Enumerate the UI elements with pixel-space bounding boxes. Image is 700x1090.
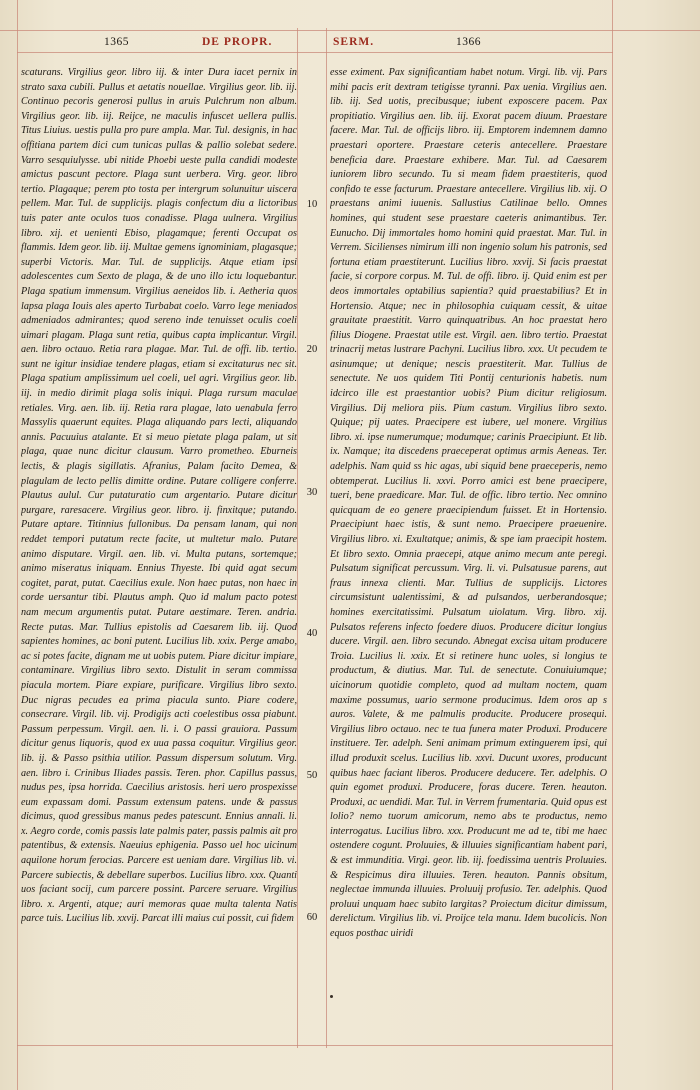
column-text-right: esse eximent. Pax significantiam habet notum. Virgi. lib. vij. Pars mihi pacis erit dextram tetigisse tyranni. Pax uenia. Virgilius aen. lib. iij. Sed uotis, precibusque; iubent exposcere pacem. Pax propitiatio. Virgilius aen. lib. iij. Exorat pacem diuum. Praestare facere. Mar. Tul. de officijs libro. iij. Emptorem indemnem damno praestari oportere. Praestare ceteris antecellere. Praestare beneficia dare. Praestare exhibere. Mar. Tul. ad Caesarem iuniorem libro secundo. Tu si meam fidem praestiteris, quod confido te esse facturum. Praestare antecellere. Virgilius lib. xij. O praestans animi iuuenis. Sallustius Catilinae bello. Omnes homines, qui student sese praestare caeteris animantibus. Ter. Eunucho. Dij immortales homo homini quid praestat. Mar. Tul. in Verrem. Sicilienses nimirum illi non ingenio solum his patronis, sed fortuna etiam praestiterunt. Lucilius libro. xxvij. Si facis praestat facie, si corpore corpus. M. Tul. de offi. libro. ij. Quid enim est per deos immortales optabilius sapientia? quid praestabilius? Et in Hortensio. Atque; nec in philosophia cuiquam cessit, & uitae grauitate praestitit. Varro quinquatribus. An hoc praestat hero filius Diogene. Praestat utile est. Virgil. aen. libro tertio. Praestat trinacrij metas lustrare Pachyni. Lucilius libro. xxx. Ut pecudem te asinumque; ut denique; nescis praestiterit. Mar. Tullius de senectute. Ne uos quidem Titi Pontij centurionis habetis. num idcirco ille est praestantior uobis? Pium dicitur religiosum. Virgilius. Dij meliora piis. Pium castum. Virgilius libro sexto. Quique; pij uates. Praecipere est iubere, uel monere. Virgilius libro. xi. ipse numerumque; modumque; carinis Praecipiunt. Et lib. ix. Namque; ita discedens praeceperat optimus armis Aeneas. Ter. adelphis. Nam quid ss hic agas, ubi siquid bene praeceperis, nemo obtemperat. Lucilius li. xxvi. Porro amici est bene praecipere, tueri, bene praedicare. Mar. Tul. de offic. libro tertio. Nec omnino quicquam de eo genere praecipiendum fuisset. Et in Hortensio. Praecipiunt haec istis, & sunt nemo. Praecipere praeuenire. Virgilius libro. xi. Exultatque; animis, & spe iam praecipit hostem. Et libro sexto. Omnia praecepi, atque animo mecum ante peregi. Pulsatum significat percussum. Virg. li. vi. Pulsatusue parens, aut fraus innexa clienti. Mar. Tullius de supplicijs. Lictores circumsistunt ualentissimi, & ad pulsandos, uerberandosque; homines exercitatissimi. Pulsatum uiolatum. Virg. libro. xij. Pulsatos referens infecto foedere diuos. Producere dicitur longius ducere. Virgil. aen. libro secundo. Abnegat excisa uitam producere Troia. Lucilius li. xxix. Et si retinere hunc uoles, si longius te productum, & diutius. Mar. Tul. de senectute. Conuiuiumque; uicinorum quotidie completo, quod ad multam noctem, quam maxime possumus, uario sermone producimus. Idem oros ap s auros. Valete, & me palmulis producite. Producere prosequi. Virgilius libro octauo. nec te tua funera mater Produxi. Producere instituere. Ter. adelph. Seni animam primum extinguerem ipsi, qui illud produxit scelus. Lucilius lib. xxvi. Ducunt uxores, producunt quibus haec faciant liberos. Producere deducere. Ter. adelphis. O quin egomet produxi. Producere, foras ducere. Teren. heauton. Produxi, ac uendidi. Mar. Tul. in Verrem frumentaria. Quid opus est lolio? nemo tuorum amicorum, nemo abs te productus, nemo interrogatus. Lucilius libro. xxx. Producunt me ad te, tibi me haec ostendere cogunt. Proluuies, & illuuies significantiam habent pari, & est immunditia. Virgi. geor. lib. iij. foedissima uentris Proluuies. & Respicimus dira illuuies. Teren. heauton. Pannis obsitum, neglectae immunda illuuies. Proluuij profusio. Ter. adelphis. Quod proluui unquam haec subito largitas? Proiectum dicitur dimissum, derelictum. Virgilius lib. vi. Proijce tela manu. Idem bucolicis. Non equos posthac uiridi (330, 67, 607, 940)
margin-rule-right (612, 0, 613, 1090)
page-number-right: 1366 (456, 36, 481, 48)
line-number-gutter (300, 66, 324, 1042)
ink-speck (330, 995, 333, 998)
column-text-left: scaturans. Virgilius geor. libro iij. & inter Dura iacet pernix in strato saxa cubili. Pullus et aetatis nouellae. Virgilius geor. lib. iij. Continuo pecoris generosi pullus in aruis Pulchrum non album. Virgilius geor. lib. iij. Reijce, ne maculis infuscet uellera pullis. Titus Liuius. uestis pulla pro pure ampla. Mar. Tul. designis, in hac offitiana partem dici cum tunicas pullas & pallio solebat sedere. Varro sesquiulysse. ubi nitide Phoebi ueste pulla candidi modeste amictus pascunt pectore. Plaga sunt uerbera. Virg. geor. libro tertio. Plagaque; perem pto tosta per intergrum solunuitur uiscera pellem. Mar. Tul. de supplicijs. plagis confectum diu a lictoribus tuis pater ante oculos tuos conadisse. Plaga uulnera. Virgilius libro. xij. et uenienti Ebiso, plagamque; ferenti Occupat os flammis. Idem geor. lib. iij. Multae gemens ignominiam, plagasque; superbi Victoris. Mar. Tul. de supplicijs. Atque etiam ipsi adolescentes cum Sexto de plaga, & de uno illo ictu loquebantur. Plaga spatium immensum. Virgilius aeneidos lib. i. Aetheria quos lapsa plaga Iouis ales aperto Turbabat coelo. Varro lege meniados admeniados admirantes; quod sereno inde tenuisset oculis coeli uimari plagam. Plaga sunt retia, quibus capta implicantur. Virgil. aen. libro octauo. Retia rara plagae. Mar. Tul. de offi. lib. tertio. sunt ne igitur insidiae tendere plagas, etiam si excitaturus nec sit. Plaga spatium amplissimum uel coeli, uel agri. Virgilius geor. lib. iij. in medio dirimit plaga solis iniqui. Plaga rursum maculae retiales. Virg. aen. lib. iij. Retia rara plagae, lato uenabula ferro Massylis quaerunt equites. Plaga aliquando pars lecti, aliquando annis. Pacuuius atalante. Et si meuo pietate plaga palam, ut sit plaga, quae nunc dicitur clausum. Varro prometheo. Eburneis lectis, & plagis sigillatis. Afranius, Palam facito Demea, & plagulam de lecto pellis dimitte ordine. Putare colligere conferre. Plautus aulul. Cur putaturatio cum argentario. Putare dicitur purgare, raresacere. Virgilius geor. libro. ij. finxitque; putando. Putare aptare. Titinnius fullonibus. Da pensam lanam, qui non reddet tempori putatum recte facite, ut multetur malo. Putare animo disputare. Virgil. aen. lib. vi. Multa putans, sortemque; animo miseratus iniquam. Ennius Thyeste. Ibi quid agat secum cogitet, parat, putat. Caecilius exule. Non haec putas, non haec in corde uersantur tibi. Plautus amph. Quo id malum pacto potest nam mecum argumentis putat. Putare aestimare. Teren. andria. Recte putas. Mar. Tullius epistolis ad Caesarem lib. iij. Quod sapientes homines, ac boni putent. Lucilius lib. xxix. Perge amabo, ac si potes facite, dignam me ut uobis putem. Piare dicitur impiare, contaminare. Virgilius libro sexto. Distulit in seram commissa piacula mortem. Piare expiare, purificare. Virgilius libro sexto. Duc nigras pecudes ea prima piacula sunto. Piare codere, consecrare. Virgil. lib. vij. Prodigijs acti coelestibus ossa piabunt. Passum perpessum. Virgil. aen. li. i. O passi grauiora. Passum dicitur genus liquoris, quod ex uua passa coquitur. Virgilius geor. lib. ij. & Passo psithia utilior. Passum dispersum solutum. Virg. aen. libro i. Crinibus Iliades passis. Teren. phor. Capillus passus, nudus pes, ipsa horrida. Caecilius aristosis. heri uero prospexisse eum expassam domi. Passum extensum patens. unde & passus dicimus, quod gressibus manus pedes patescunt. Ennius annali. li. x. Aegro corde, comis passis late palmis pater, passis palmis ait pro patentibus, & extensis. Naeuius ephigenia. Passo uel hoc uicinum aquilone horum ferocias. Parcere est ueniam dare. Virgilius lib. vi. Parcere subiectis, & debellare superbos. Lucilius libro. xxx. Quanti uos faciant socij, cum parcere possint. Parcere seruare. Virgilius libro. x. Argenti, atque; auri memoras quae multa talenta Natis parce tuis. Lucilius lib. xxvij. Parcat illi maius cui possit, cui fidem (21, 67, 297, 925)
running-title-left: DE PROPR. (202, 36, 273, 48)
header-rule-top (0, 30, 700, 31)
line-number: 60 (306, 912, 318, 923)
text-column-left (21, 66, 297, 1042)
header-rule-bottom (17, 52, 613, 53)
column-rule-right (326, 28, 327, 1048)
line-number: 30 (306, 487, 318, 498)
line-number: 40 (306, 628, 318, 639)
running-title-right: SERM. (333, 36, 375, 48)
margin-rule-left (17, 0, 18, 1090)
footer-rule (17, 1045, 613, 1046)
text-column-right (330, 66, 607, 1042)
line-number: 10 (306, 199, 318, 210)
line-number: 20 (306, 344, 318, 355)
column-rule-left (297, 28, 298, 1048)
page-number-left: 1365 (104, 36, 129, 48)
line-number: 50 (306, 770, 318, 781)
